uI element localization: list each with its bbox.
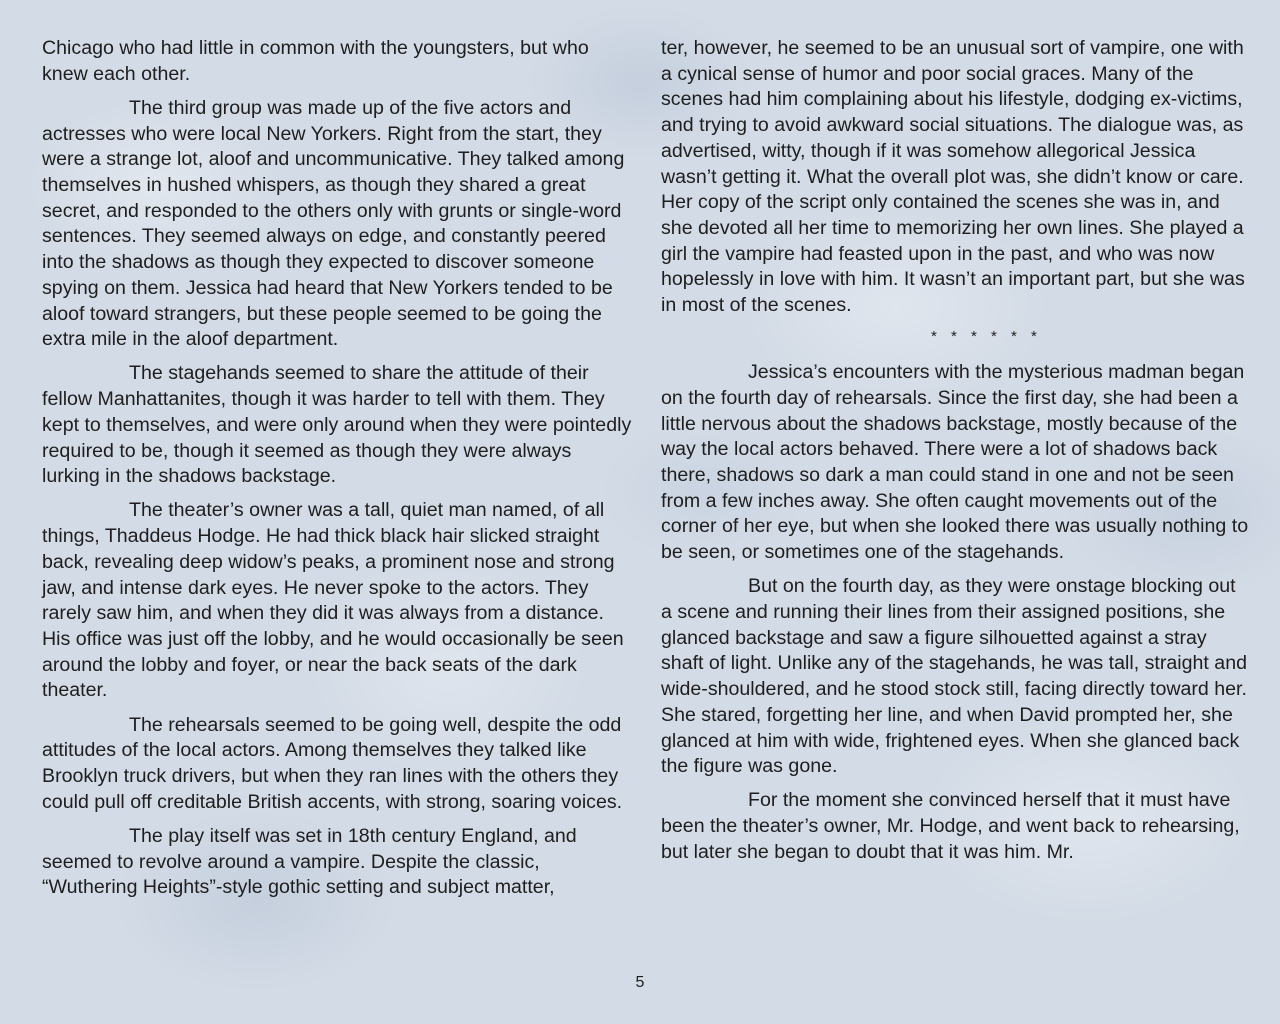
paragraph-third-group: The third group was made up of the five actors and actresses who were local New Yorkers. Right from the start, they were a strange lot, aloof and uncommunicative. They talked among themselves in hushed whispers, as though they shared a great secret, and responded to the others only with grunts or single-word sentences. They seemed always on edge, and constantly peered into the shadows as though they expected to discover someone spying on them. Jessica had heard that New Yorkers tended to be aloof toward strangers, but these people seemed to be going the extra mile in the aloof department. [42, 96, 625, 351]
paragraph-convinced: For the moment she convinced herself that it must have been the theater’s owner, Mr. Hodge, and went back to rehearsing, but later she began to doubt that it was him. Mr. [661, 789, 1240, 863]
paragraph-vampire: ter, however, he seemed to be an unusual sort of vampire, one with a cynical sense of humor and poor social graces. Many of the scenes had him complaining about his lifestyle, dodging ex-victims, and trying to avoid awkward social situations. The dialogue was, as advertised, witty, though if it was somehow allegorical Jessica wasn’t getting it. What the overall plot was, she didn’t know or care. Her copy of the script only contained the scenes she was in, and she devoted all her time to memorizing her own lines. She played a girl the vampire had feasted upon in the past, and who was now hopelessly in love with him. It wasn’t an important part, but she was in most of the scenes. [661, 37, 1245, 317]
paragraph-encounters: Jessica’s encounters with the mysterious madman began on the fourth day of rehearsals. Since the first day, she had been a little nervous about the shadows backstage, mostly because of the way the local actors behaved. There were a lot of shadows back there, shadows so dark a man could stand in one and not be seen from a few inches away. She often caught movements out of the corner of her eye, but when she looked there was usually nothing to be seen, or sometimes one of the stagehands. [661, 361, 1249, 564]
page-number: 5 [635, 974, 645, 991]
paragraph-continued: Chicago who had little in common with the youngsters, but who knew each other. [42, 37, 589, 85]
right-column [661, 36, 1251, 874]
left-column [42, 36, 634, 910]
paragraph-theater-owner: The theater’s owner was a tall, quiet man named, of all things, Thaddeus Hodge. He had thick black hair slicked straight back, revealing deep widow’s peaks, a prominent nose and strong jaw, and intense dark eyes. He never spoke to the actors. They rarely saw him, and when they did it was always from a distance. His office was just off the lobby, and he would occasionally be seen around the lobby and foyer, or near the back seats of the dark theater. [42, 499, 624, 702]
paragraph-stagehands: The stagehands seemed to share the attitude of their fellow Manhattanites, though it was harder to tell with them. They kept to themselves, and were only around when they were pointedly required to be, though it seemed as though they were always lurking in the shadows backstage. [42, 362, 632, 488]
paragraph-rehearsals: The rehearsals seemed to be going well, despite the odd attitudes of the local actors. Among themselves they talked like Brooklyn truck drivers, but when they ran lines with the others they could pull off creditable British accents, with strong, soaring voices. [42, 713, 623, 813]
paragraph-play: The play itself was set in 18th century England, and seemed to revolve around a vampire. Despite the classic, “Wuthering Heights”-style gothic setting and subject matter, [42, 824, 577, 899]
section-separator: * * * * * * [931, 328, 1042, 346]
paragraph-fourth-day: But on the fourth day, as they were onstage blocking out a scene and running their lines from their assigned positions, she glanced backstage and saw a figure silhouetted against a stray shaft of light. Unlike any of the stagehands, he was tall, straight and wide-shouldered, and he stood stock still, facing directly toward her. She stared, forgetting her line, and when David prompted her, she glanced at him with wide, frightened eyes. When she glanced back the figure was gone. [661, 575, 1247, 778]
